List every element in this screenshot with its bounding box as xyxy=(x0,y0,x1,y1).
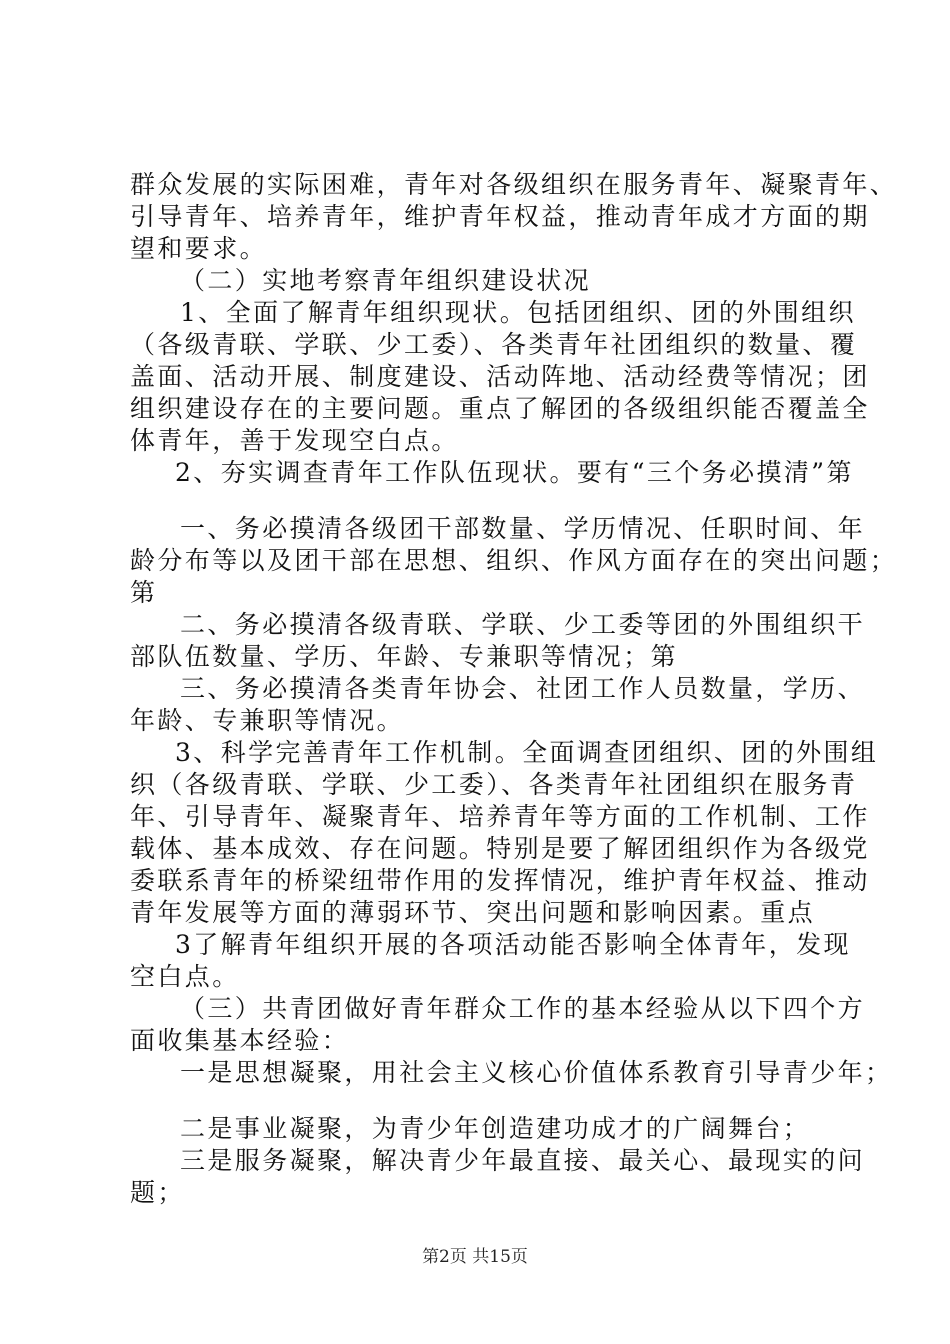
text-line: 体青年，善于发现空白点。 xyxy=(130,426,459,455)
text-line: 组织建设存在的主要问题。重点了解团的各级组织能否覆盖全 xyxy=(130,394,870,423)
section-heading: （三）共青团做好青年群众工作的基本经验从以下四个方 xyxy=(180,994,866,1023)
text-line: 三是服务凝聚，解决青少年最直接、最关心、最现实的问 xyxy=(180,1146,866,1175)
text-line: 题； xyxy=(130,1178,185,1207)
text-line: 一、务必摸清各级团干部数量、学历情况、任职时间、年 xyxy=(180,514,866,543)
text-line: 二、务必摸清各级青联、学联、少工委等团的外围组织干 xyxy=(180,610,866,639)
text-line: 1、全面了解青年组织现状。包括团组织、团的外围组织 xyxy=(180,298,856,327)
text-line: 委联系青年的桥梁纽带作用的发挥情况，维护青年权益、推动 xyxy=(130,866,870,895)
section-heading: （二）实地考察青年组织建设状况 xyxy=(180,266,592,295)
text-line: 部队伍数量、学历、年龄、专兼职等情况；第 xyxy=(130,642,679,671)
text-line: 年龄、专兼职等情况。 xyxy=(130,706,405,735)
text-line: 织（各级青联、学联、少工委）、各类青年社团组织在服务青 xyxy=(130,770,858,799)
text-line: 龄分布等以及团干部在思想、组织、作风方面存在的突出问题； xyxy=(130,546,898,575)
text-line: 3了解青年组织开展的各项活动能否影响全体青年，发现 xyxy=(175,930,851,959)
text-line: 载体、基本成效、存在问题。特别是要了解团组织作为各级党 xyxy=(130,834,870,863)
text-line: 2、夯实调查青年工作队伍现状。要有“三个务必摸清”第 xyxy=(175,458,854,487)
text-line: 面收集基本经验： xyxy=(130,1026,350,1055)
text-line: 3、科学完善青年工作机制。全面调查团组织、团的外围组 xyxy=(175,738,879,767)
text-line: 引导青年、培养青年，维护青年权益，推动青年成才方面的期 xyxy=(130,202,870,231)
text-line: 群众发展的实际困难，青年对各级组织在服务青年、凝聚青年、 xyxy=(130,170,898,199)
text-line: 二是事业凝聚，为青少年创造建功成才的广阔舞台； xyxy=(180,1114,811,1143)
text-line: （各级青联、学联、少工委）、各类青年社团组织的数量、覆 xyxy=(130,330,858,359)
text-line: 一是思想凝聚，用社会主义核心价值体系教育引导青少年； xyxy=(180,1058,893,1087)
text-line: 望和要求。 xyxy=(130,234,268,263)
text-line: 青年发展等方面的薄弱环节、突出问题和影响因素。重点 xyxy=(130,898,816,927)
text-line: 空白点。 xyxy=(130,962,240,991)
text-line: 盖面、活动开展、制度建设、活动阵地、活动经费等情况；团 xyxy=(130,362,870,391)
text-line: 第 xyxy=(130,578,158,607)
page-number-footer: 第2页 共15页 xyxy=(422,1247,528,1267)
text-line: 三、务必摸清各类青年协会、社团工作人员数量，学历、 xyxy=(180,674,866,703)
text-line: 年、引导青年、凝聚青年、培养青年等方面的工作机制、工作 xyxy=(130,802,870,831)
